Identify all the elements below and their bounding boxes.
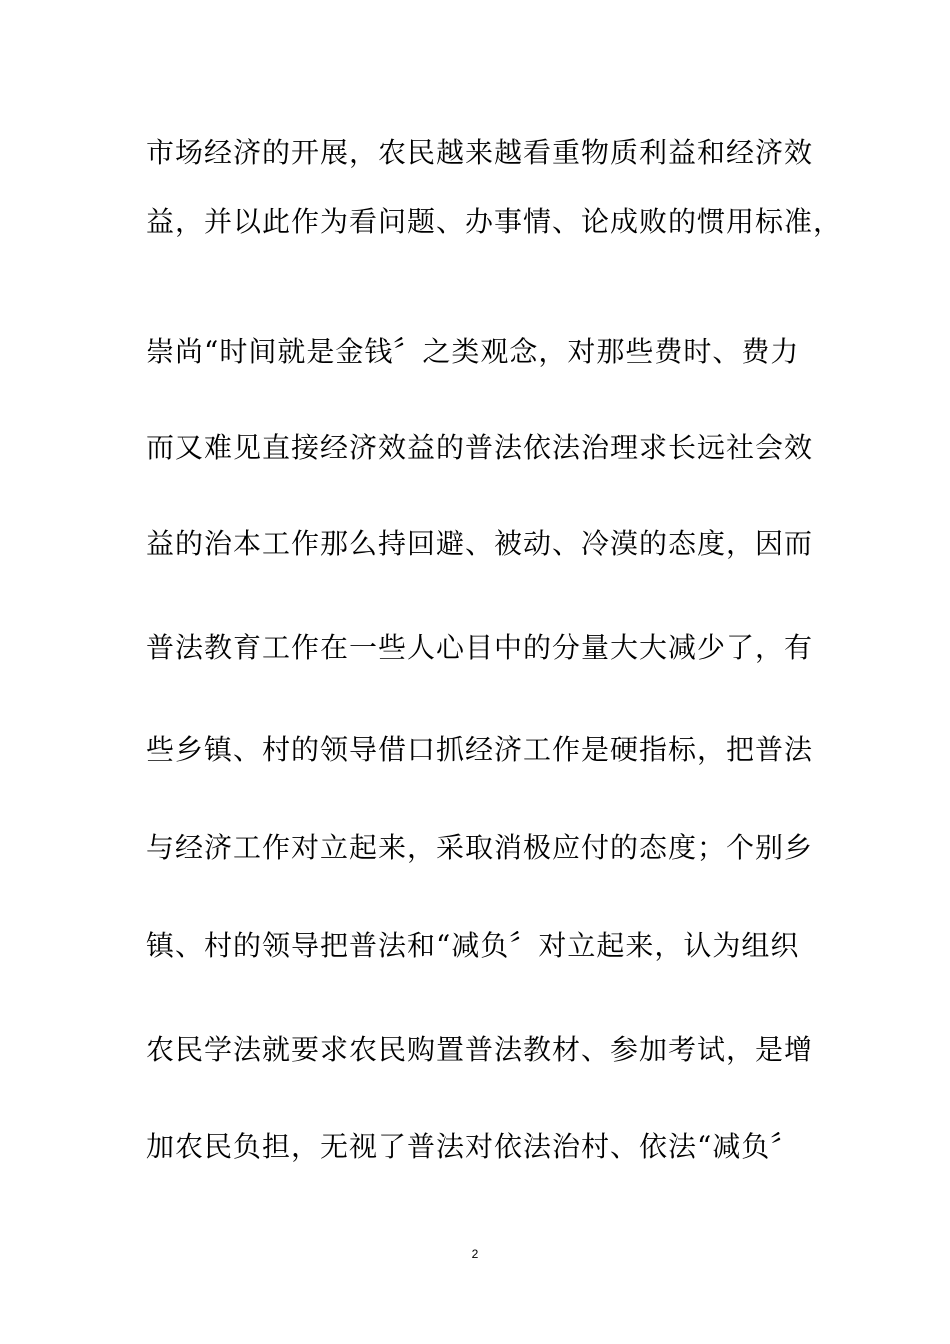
paragraph-line: 普法教育工作在一些人心目中的分量大大减少了，有	[146, 631, 814, 664]
paragraph-line: 崇尚“时间就是金钱〞之类观念，对那些费时、费力	[146, 335, 800, 368]
paragraph-line: 而又难见直接经济效益的普法依法治理求长远社会效	[146, 431, 814, 464]
page-number: 2	[471, 1247, 479, 1261]
paragraph-line: 镇、村的领导把普法和“减负〞对立起来，认为组织	[146, 929, 800, 962]
paragraph-line: 益，并以此作为看问题、办事情、论成败的惯用标准，	[146, 205, 843, 238]
paragraph-line: 与经济工作对立起来，采取消极应付的态度；个别乡	[146, 831, 814, 864]
paragraph-line: 些乡镇、村的领导借口抓经济工作是硬指标，把普法	[146, 733, 814, 766]
paragraph-line: 加农民负担，无视了普法对依法治村、依法“减负〞	[146, 1130, 800, 1163]
paragraph-line: 农民学法就要求农民购置普法教材、参加考试，是增	[146, 1033, 814, 1066]
paragraph-line: 市场经济的开展，农民越来越看重物质利益和经济效	[146, 136, 814, 169]
paragraph-line: 益的治本工作那么持回避、被动、冷漠的态度，因而	[146, 527, 814, 560]
